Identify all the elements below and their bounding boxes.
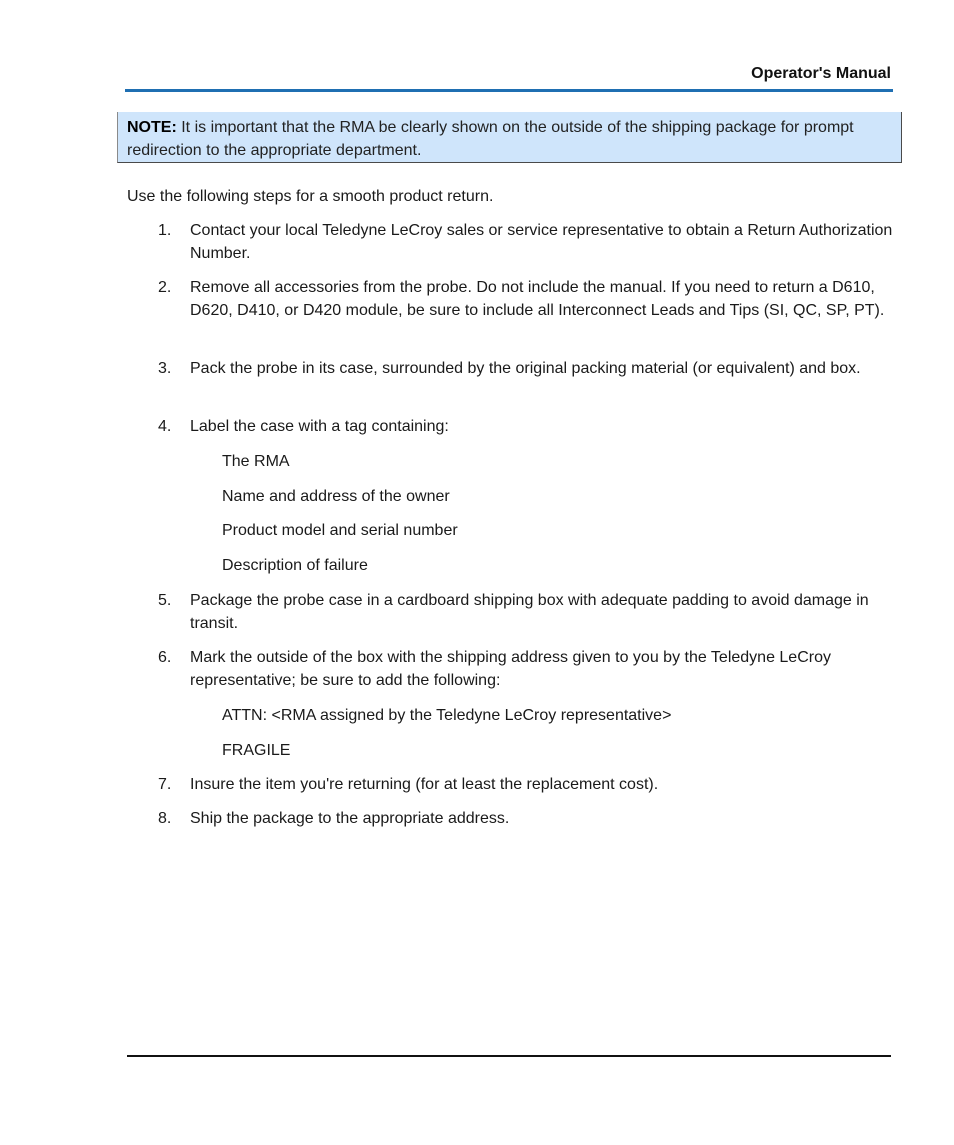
- step-number: 1.: [158, 222, 172, 239]
- step-number: 2.: [158, 279, 172, 296]
- step-text: Mark the outside of the box with the shipping address given to you by the Teledyne LeCroy representative; be sure to add the following:: [190, 649, 831, 689]
- note-box: [117, 112, 902, 163]
- step-number: 4.: [158, 418, 172, 435]
- page-header-title: Operator's Manual: [751, 65, 891, 82]
- note-text: It is important that the RMA be clearly shown on the outside of the shipping package for prompt redirection to the appropriate department.: [127, 119, 854, 159]
- step-2: [158, 276, 898, 322]
- header-divider: [125, 89, 893, 92]
- step-number: 5.: [158, 592, 172, 609]
- step-text: Remove all accessories from the probe. Do not include the manual. If you need to return a D610, D620, D410, or D420 module, be sure to include all Interconnect Leads and Tips (SI, QC, SP, PT).: [190, 279, 885, 319]
- step-5: [158, 589, 898, 635]
- step-3: [158, 357, 898, 380]
- intro-text: Use the following steps for a smooth product return.: [127, 188, 494, 205]
- tag-item: The RMA: [222, 453, 290, 470]
- step-number: 3.: [158, 360, 172, 377]
- tag-item: Name and address of the owner: [222, 488, 450, 505]
- step-text: Insure the item you're returning (for at least the replacement cost).: [190, 776, 659, 793]
- step-1: [158, 219, 898, 265]
- step-8: [158, 807, 898, 830]
- step-text: Contact your local Teledyne LeCroy sales or service representative to obtain a Return Authorization Number.: [190, 222, 893, 262]
- step-text: Pack the probe in its case, surrounded by the original packing material (or equivalent) and box.: [190, 360, 861, 377]
- footer-divider: [127, 1055, 891, 1057]
- note-label: NOTE:: [127, 119, 177, 136]
- step-text: Ship the package to the appropriate address.: [190, 810, 510, 827]
- step-number: 8.: [158, 810, 172, 827]
- step-6: [158, 646, 898, 692]
- mark-item: FRAGILE: [222, 742, 291, 759]
- step-number: 7.: [158, 776, 172, 793]
- mark-item: ATTN: <RMA assigned by the Teledyne LeCroy representative>: [222, 707, 672, 724]
- step-7: [158, 773, 898, 796]
- tag-item: Description of failure: [222, 557, 368, 574]
- step-4: [158, 415, 898, 438]
- step-text: Package the probe case in a cardboard shipping box with adequate padding to avoid damage in transit.: [190, 592, 869, 632]
- step-number: 6.: [158, 649, 172, 666]
- tag-item: Product model and serial number: [222, 522, 458, 539]
- step-text: Label the case with a tag containing:: [190, 418, 449, 435]
